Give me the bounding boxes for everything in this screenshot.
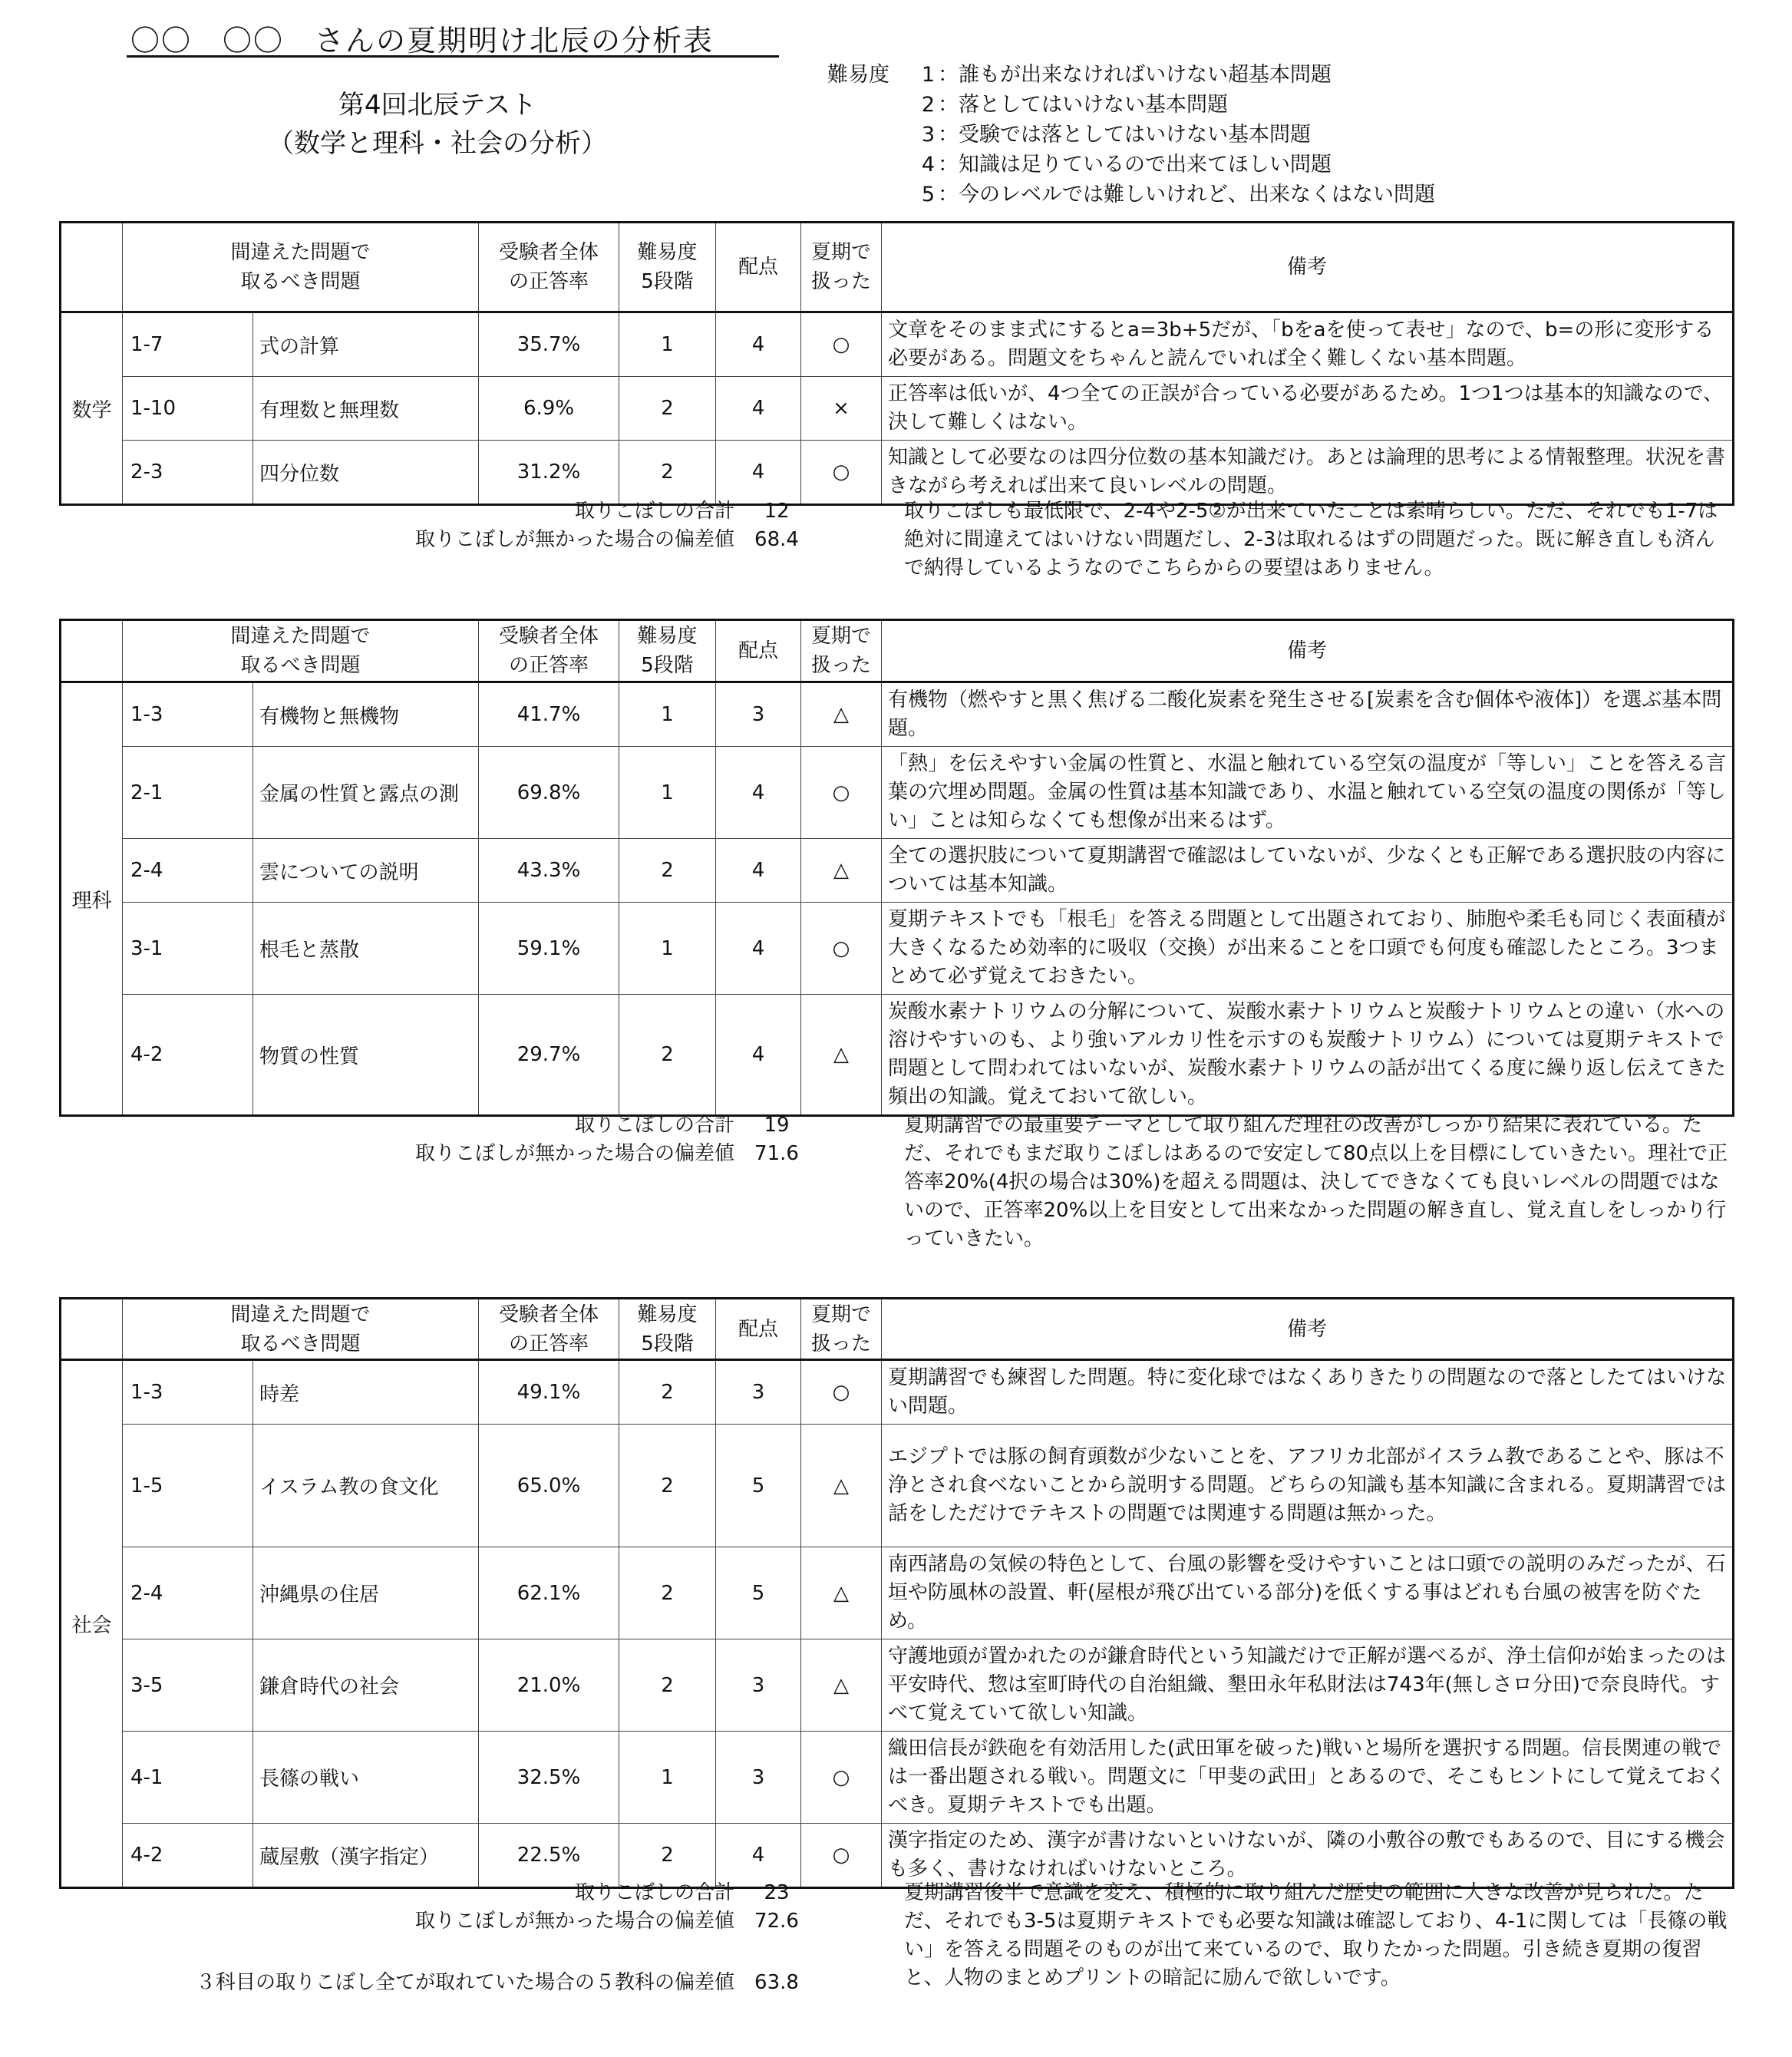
deviation-value: 72.6	[754, 1910, 799, 1933]
remarks-header: 備考	[882, 620, 1734, 682]
total-value: 12	[764, 500, 790, 523]
remark: 守護地頭が置かれたのが鎌倉時代という知識だけで正解が選べるが、浄土信仰が始まったのは平安時代、惣は室町時代の自治組織、墾田永年私財法は743年(無しさロ分田)で奈良時代。すべて覚えていて欲しい知識。	[882, 1639, 1734, 1732]
table-row	[61, 682, 1734, 747]
math-summary-values	[738, 497, 815, 554]
remark: 夏期テキストでも「根毛」を答える問題として出題されており、肺胞や柔毛も同じく表面積が大きくなるため効率的に吸収（交換）が出来ることを口頭でも何度も確認したところ。3つまとめて必ず覚えておきたい。	[882, 903, 1734, 995]
summer-covered: ○	[801, 1824, 882, 1888]
difficulty-legend	[827, 60, 1435, 210]
total-value: 19	[764, 1114, 790, 1137]
question-topic: 根毛と蒸散	[253, 903, 479, 995]
legend-text: ：受験では落としてはいけない基本問題	[938, 123, 1311, 147]
points: 5	[716, 1547, 801, 1639]
remark: エジプトでは豚の飼育頭数が少ないことを、アフリカ北部がイスラム教であることや、豚は不浄とされ食べないことから説明する問題。どちらの知識も基本知識に含まれる。夏期講習では話をしただけでテキストの問題では関連する問題は無かった。	[882, 1425, 1734, 1547]
difficulty-level: 2	[619, 839, 716, 903]
points-header: 配点	[716, 1299, 801, 1360]
deviation-label: 取りこぼしが無かった場合の偏差値	[414, 528, 734, 551]
question-number: 1-7	[123, 312, 253, 377]
legend-num: 2	[921, 93, 935, 117]
remark: 南西諸島の気候の特色として、台風の影響を受けやすいことは口頭での説明のみだったが、石垣や防風林の設置、軒(屋根が飛び出ている部分)を低くする事はどれも台風の被害を防ぐため。	[882, 1547, 1734, 1639]
correct-rate: 22.5%	[479, 1824, 619, 1888]
points: 5	[716, 1425, 801, 1547]
summer-covered: ○	[801, 747, 882, 839]
summer-covered: ×	[801, 377, 882, 441]
question-number: 3-5	[123, 1639, 253, 1732]
difficulty-level: 2	[619, 377, 716, 441]
rate-header: 受験者全体 の正答率	[479, 1299, 619, 1360]
subject-label: 社会	[61, 1360, 123, 1888]
subject-label: 数学	[61, 312, 123, 505]
correct-rate: 35.7%	[479, 312, 619, 377]
difficulty-level: 2	[619, 1425, 716, 1547]
question-number: 4-2	[123, 1824, 253, 1888]
remark: 炭酸水素ナトリウムの分解について、炭酸水素ナトリウムと炭酸ナトリウムとの違い（水への溶けやすいのも、より強いアルカリ性を示すのも炭酸ナトリウム）については夏期テキストで問題として問われてはいないが、炭酸水素ナトリウムの話が出てくる度に繰り返し伝えてきた頻出の知識。覚えておいて欲しい。	[882, 995, 1734, 1116]
points: 4	[716, 377, 801, 441]
legend-text: ：誰もが出来なければいけない超基本問題	[938, 63, 1332, 87]
question-topic: 式の計算	[253, 312, 479, 377]
missed-header: 間違えた問題で 取るべき問題	[123, 1299, 479, 1360]
remark: 漢字指定のため、漢字が書けないといけないが、隣の小敷谷の敷でもあるので、目にする機会も多く、書けなければいけないところ。	[882, 1824, 1734, 1888]
points: 3	[716, 682, 801, 747]
difficulty-level: 2	[619, 1360, 716, 1425]
five-subject-value: 63.8	[754, 1971, 799, 1994]
table-row	[61, 1824, 1734, 1888]
difficulty-header: 難易度 5段階	[619, 223, 716, 312]
legend-num: 1	[921, 63, 935, 87]
deviation-label: 取りこぼしが無かった場合の偏差値	[414, 1142, 734, 1165]
total-label: 取りこぼしの合計	[574, 500, 734, 523]
table-row	[61, 839, 1734, 903]
question-topic: イスラム教の食文化	[253, 1425, 479, 1547]
subject-header	[61, 223, 123, 312]
five-subject-label: ３科目の取りこぼし全てが取れていた場合の５教科の偏差値	[195, 1971, 734, 1994]
summer-covered: ○	[801, 1732, 882, 1824]
question-topic: 雲についての説明	[253, 839, 479, 903]
title-underline	[127, 55, 779, 58]
science-summary-remark: 夏期講習での最重要テーマとして取り組んだ理社の改善がしっかり結果に表れている。ただ、それでもまだ取りこぼしはあるので安定して80点以上を目標にしていきたい。理社で正答率20%(4択の場合は30%)を超える問題は、決してできなくても良いレベルの問題ではないので、正答率20%以上を目安として出来なかった問題の解き直し、覚え直しをしっかり行っていきたい。	[904, 1114, 1728, 1250]
summer-covered: ○	[801, 1360, 882, 1425]
points-header: 配点	[716, 620, 801, 682]
question-number: 1-5	[123, 1425, 253, 1547]
correct-rate: 49.1%	[479, 1360, 619, 1425]
remark: 「熱」を伝えやすい金属の性質と、水温と触れている空気の温度が「等しい」ことを答える言葉の穴埋め問題。金属の性質は基本知識であり、水温と触れている空気の温度の関係が「等しい」ことは知らなくても想像が出来るはず。	[882, 747, 1734, 839]
legend-text: ：知識は足りているので出来てほしい問題	[938, 153, 1332, 177]
question-number: 1-3	[123, 1360, 253, 1425]
question-number: 4-1	[123, 1732, 253, 1824]
points: 4	[716, 747, 801, 839]
points: 4	[716, 1824, 801, 1888]
correct-rate: 41.7%	[479, 682, 619, 747]
points: 3	[716, 1732, 801, 1824]
social-table	[59, 1297, 1734, 1889]
subtitle-line2: （数学と理科・社会の分析）	[268, 128, 607, 159]
summer-covered: ○	[801, 903, 882, 995]
deviation-value: 68.4	[754, 528, 799, 551]
difficulty-level: 1	[619, 1732, 716, 1824]
page-title: 〇〇 〇〇 さんの夏期明け北辰の分析表	[130, 24, 714, 58]
table-row	[61, 995, 1734, 1116]
remark: 正答率は低いが、4つ全ての正誤が合っている必要があるため。1つ1つは基本的知識なので、決して難しくはない。	[882, 377, 1734, 441]
points: 4	[716, 839, 801, 903]
points: 3	[716, 1360, 801, 1425]
question-number: 1-3	[123, 682, 253, 747]
question-topic: 有理数と無理数	[253, 377, 479, 441]
summer-covered: △	[801, 1425, 882, 1547]
question-number: 2-3	[123, 441, 253, 505]
legend-text: ：今のレベルでは難しいけれど、出来なくはない問題	[938, 183, 1435, 206]
table-row	[61, 1732, 1734, 1824]
question-number: 2-1	[123, 747, 253, 839]
summer-header: 夏期で 扱った	[801, 620, 882, 682]
summer-covered: △	[801, 995, 882, 1116]
difficulty-level: 2	[619, 441, 716, 505]
question-topic: 長篠の戦い	[253, 1732, 479, 1824]
correct-rate: 6.9%	[479, 377, 619, 441]
points: 3	[716, 1639, 801, 1732]
question-number: 4-2	[123, 995, 253, 1116]
table-row	[61, 747, 1734, 839]
deviation-label: 取りこぼしが無かった場合の偏差値	[414, 1910, 734, 1933]
table-row	[61, 1639, 1734, 1732]
remarks-header: 備考	[882, 223, 1734, 312]
total-label: 取りこぼしの合計	[574, 1881, 734, 1904]
science-summary-labels	[59, 1111, 734, 1168]
table-row	[61, 441, 1734, 505]
points: 4	[716, 441, 801, 505]
question-number: 2-4	[123, 1547, 253, 1639]
question-topic: 物質の性質	[253, 995, 479, 1116]
legend-label: 難易度	[827, 63, 889, 87]
correct-rate: 59.1%	[479, 903, 619, 995]
points-header: 配点	[716, 223, 801, 312]
rate-header: 受験者全体 の正答率	[479, 223, 619, 312]
question-topic: 時差	[253, 1360, 479, 1425]
question-number: 2-4	[123, 839, 253, 903]
rate-header: 受験者全体 の正答率	[479, 620, 619, 682]
legend-text: ：落としてはいけない基本問題	[938, 93, 1228, 117]
difficulty-level: 2	[619, 1639, 716, 1732]
question-topic: 蔵屋敷（漢字指定）	[253, 1824, 479, 1888]
points: 4	[716, 995, 801, 1116]
question-number: 3-1	[123, 903, 253, 995]
table-row	[61, 377, 1734, 441]
difficulty-level: 2	[619, 1824, 716, 1888]
total-value: 23	[764, 1881, 790, 1904]
subject-header	[61, 620, 123, 682]
difficulty-level: 1	[619, 903, 716, 995]
remark: 全ての選択肢について夏期講習で確認はしていないが、少なくとも正解である選択肢の内容については基本知識。	[882, 839, 1734, 903]
legend-num: 5	[921, 183, 935, 206]
math-table	[59, 221, 1734, 506]
test-subtitle	[246, 86, 629, 163]
correct-rate: 69.8%	[479, 747, 619, 839]
legend-num: 3	[921, 123, 935, 147]
question-topic: 有機物と無機物	[253, 682, 479, 747]
question-number: 1-10	[123, 377, 253, 441]
question-topic: 四分位数	[253, 441, 479, 505]
correct-rate: 65.0%	[479, 1425, 619, 1547]
science-summary-values	[738, 1111, 815, 1168]
correct-rate: 21.0%	[479, 1639, 619, 1732]
question-topic: 金属の性質と露点の測	[253, 747, 479, 839]
summer-covered: △	[801, 682, 882, 747]
total-label: 取りこぼしの合計	[574, 1114, 734, 1137]
remark: 夏期講習でも練習した問題。特に変化球ではなくありきたりの問題なので落としたてはいけない問題。	[882, 1360, 1734, 1425]
summer-header: 夏期で 扱った	[801, 223, 882, 312]
difficulty-level: 2	[619, 1547, 716, 1639]
correct-rate: 43.3%	[479, 839, 619, 903]
social-summary-values	[738, 1879, 815, 1936]
math-summary-labels	[59, 497, 734, 554]
math-summary-remark: 取りこぼしも最低限で、2-4や2-5②が出来ていたことは素晴らしい。ただ、それでも1-7は絶対に間違えてはいけない問題だし、2-3は取れるはずの問題だった。既に解き直しも済んで納得しているようなのでこちらからの要望はありません。	[904, 500, 1718, 579]
remark: 文章をそのまま式にするとa=3b+5だが、「bをaを使って表せ」なので、b=の形に変形する必要がある。問題文をちゃんと読んでいれば全く難しくない基本問題。	[882, 312, 1734, 377]
summer-covered: △	[801, 1547, 882, 1639]
table-row	[61, 1425, 1734, 1547]
remarks-header: 備考	[882, 1299, 1734, 1360]
missed-header: 間違えた問題で 取るべき問題	[123, 620, 479, 682]
table-row	[61, 1360, 1734, 1425]
difficulty-level: 1	[619, 312, 716, 377]
missed-header: 間違えた問題で 取るべき問題	[123, 223, 479, 312]
remark: 知識として必要なのは四分位数の基本知識だけ。あとは論理的思考による情報整理。状況を書きながら考えれば出来て良いレベルの問題。	[882, 441, 1734, 505]
summer-header: 夏期で 扱った	[801, 1299, 882, 1360]
remark: 織田信長が鉄砲を有効活用した(武田軍を破った)戦いと場所を選択する問題。信長関連の戦では一番出題される戦い。問題文に「甲斐の武田」とあるので、そこもヒントにして覚えておくべき。夏期テキストでも出題。	[882, 1732, 1734, 1824]
summer-covered: △	[801, 1639, 882, 1732]
points: 4	[716, 903, 801, 995]
table-row	[61, 312, 1734, 377]
difficulty-header: 難易度 5段階	[619, 1299, 716, 1360]
table-row	[61, 1547, 1734, 1639]
points: 4	[716, 312, 801, 377]
correct-rate: 29.7%	[479, 995, 619, 1116]
summer-covered: ○	[801, 312, 882, 377]
science-table	[59, 619, 1734, 1117]
deviation-value: 71.6	[754, 1142, 799, 1165]
correct-rate: 32.5%	[479, 1732, 619, 1824]
summer-covered: △	[801, 839, 882, 903]
summer-covered: ○	[801, 441, 882, 505]
subject-header	[61, 1299, 123, 1360]
difficulty-header: 難易度 5段階	[619, 620, 716, 682]
remark: 有機物（燃やすと黒く焦げる二酸化炭素を発生させる[炭素を含む個体や液体]）を選ぶ基本問題。	[882, 682, 1734, 747]
subtitle-line1: 第4回北辰テスト	[338, 90, 537, 121]
social-summary-remark: 夏期講習後半で意識を変え、積極的に取り組んだ歴史の範囲に大きな改善が見られた。ただ、それでも3-5は夏期テキストでも必要な知識は確認しており、4-1に関しては「長篠の戦い」を答える問題そのものが出て来ているので、取りたかった問題。引き続き夏期の復習と、人物のまとめプリントの暗記に励んで欲しいです。	[904, 1881, 1728, 1989]
correct-rate: 31.2%	[479, 441, 619, 505]
legend-num: 4	[921, 153, 935, 177]
difficulty-level: 2	[619, 995, 716, 1116]
question-topic: 沖縄県の住居	[253, 1547, 479, 1639]
correct-rate: 62.1%	[479, 1547, 619, 1639]
question-topic: 鎌倉時代の社会	[253, 1639, 479, 1732]
difficulty-level: 1	[619, 747, 716, 839]
social-summary-labels	[59, 1879, 734, 1936]
subject-label: 理科	[61, 682, 123, 1116]
difficulty-level: 1	[619, 682, 716, 747]
table-row	[61, 903, 1734, 995]
